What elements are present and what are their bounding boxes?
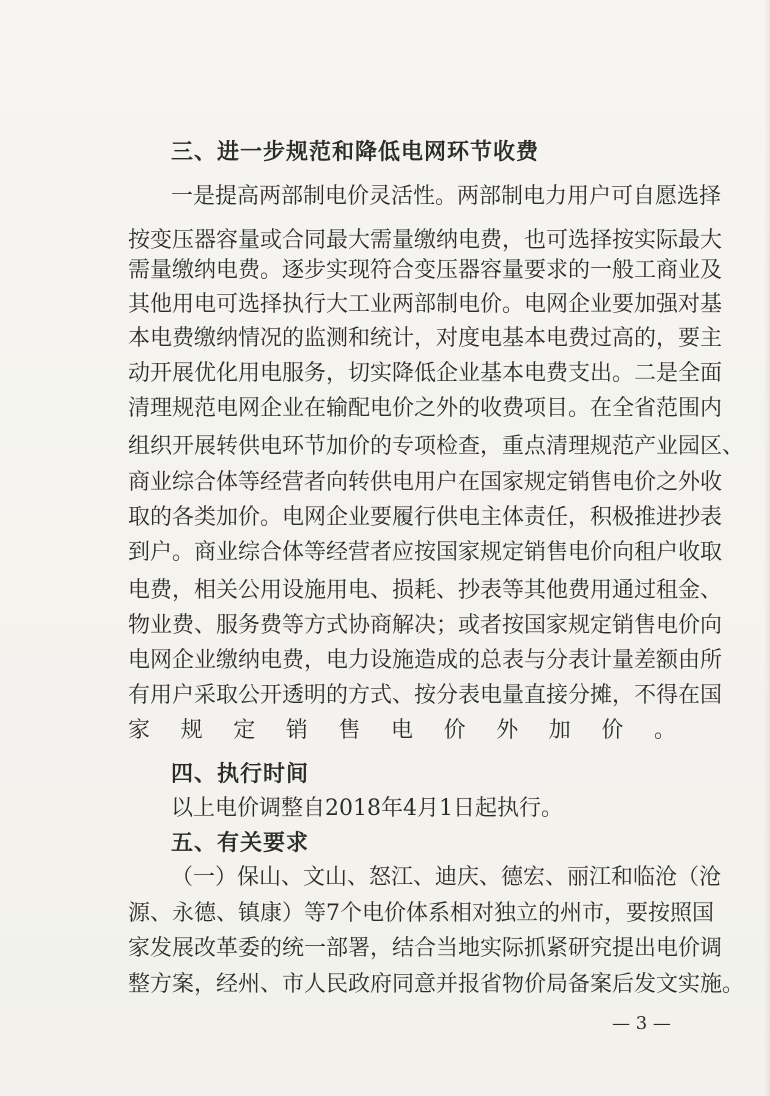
paragraph-line: 按变压器容量或合同最大需量缴纳电费，也可选择按实际最大 xyxy=(128,228,723,253)
paragraph-line: 电费，相关公用设施用电、损耗、抄表等其他费用通过租金、 xyxy=(128,578,723,603)
paragraph-line: 整方案，经州、市人民政府同意并报省物价局备案后发文实施。 xyxy=(128,972,745,997)
section-heading-5: 五、有关要求 xyxy=(171,831,310,856)
paragraph-line: 组织开展转供电环节加价的专项检查，重点清理规范产业园区、 xyxy=(128,434,745,459)
paragraph-line: 本电费缴纳情况的监测和统计，对度电基本电费过高的，要主 xyxy=(128,326,723,351)
paragraph-line: 商业综合体等经营者向转供电用户在国家规定销售电价之外收 xyxy=(128,470,723,495)
paragraph-line: 清理规范电网企业在输配电价之外的收费项目。在全省范围内 xyxy=(128,396,723,421)
paragraph-line: 动开展优化用电服务，切实降低企业基本电费支出。二是全面 xyxy=(128,361,723,386)
paragraph-line: 电网企业缴纳电费，电力设施造成的总表与分表计量差额由所 xyxy=(128,648,723,673)
paragraph-line: 家发展改革委的统一部署，结合当地实际抓紧研究提出电价调 xyxy=(128,936,723,961)
page-number: — 3 — xyxy=(612,1013,671,1034)
paragraph-line: 家规定销售电价外加价。 xyxy=(128,718,676,743)
paragraph-line: 取的各类加价。电网企业要履行供电主体责任，积极推进抄表 xyxy=(128,505,723,530)
section-heading-3: 三、进一步规范和降低电网环节收费 xyxy=(171,140,540,165)
paragraph-line: 以上电价调整自2018年4月1日起执行。 xyxy=(171,796,563,821)
paragraph-line: 其他用电可选择执行大工业两部制电价。电网企业要加强对基 xyxy=(128,292,723,317)
paragraph-line: 一是提高两部制电价灵活性。两部制电力用户可自愿选择 xyxy=(171,184,722,209)
section-heading-4: 四、执行时间 xyxy=(171,762,310,787)
paragraph-line: 有用户采取公开透明的方式、按分表电量直接分摊，不得在国 xyxy=(128,683,723,708)
paragraph-line: 需量缴纳电费。逐步实现符合变压器容量要求的一般工商业及 xyxy=(128,258,723,283)
paragraph-line: 物业费、服务费等方式协商解决；或者按国家规定销售电价向 xyxy=(128,613,723,638)
paragraph-line: 源、永德、镇康）等7个电价体系相对独立的州市，要按照国 xyxy=(128,901,714,926)
paragraph-line: （一）保山、文山、怒江、迪庆、德宏、丽江和临沧（沧 xyxy=(171,865,722,890)
paragraph-line: 到户。商业综合体等经营者应按国家规定销售电价向租户收取 xyxy=(128,540,723,565)
